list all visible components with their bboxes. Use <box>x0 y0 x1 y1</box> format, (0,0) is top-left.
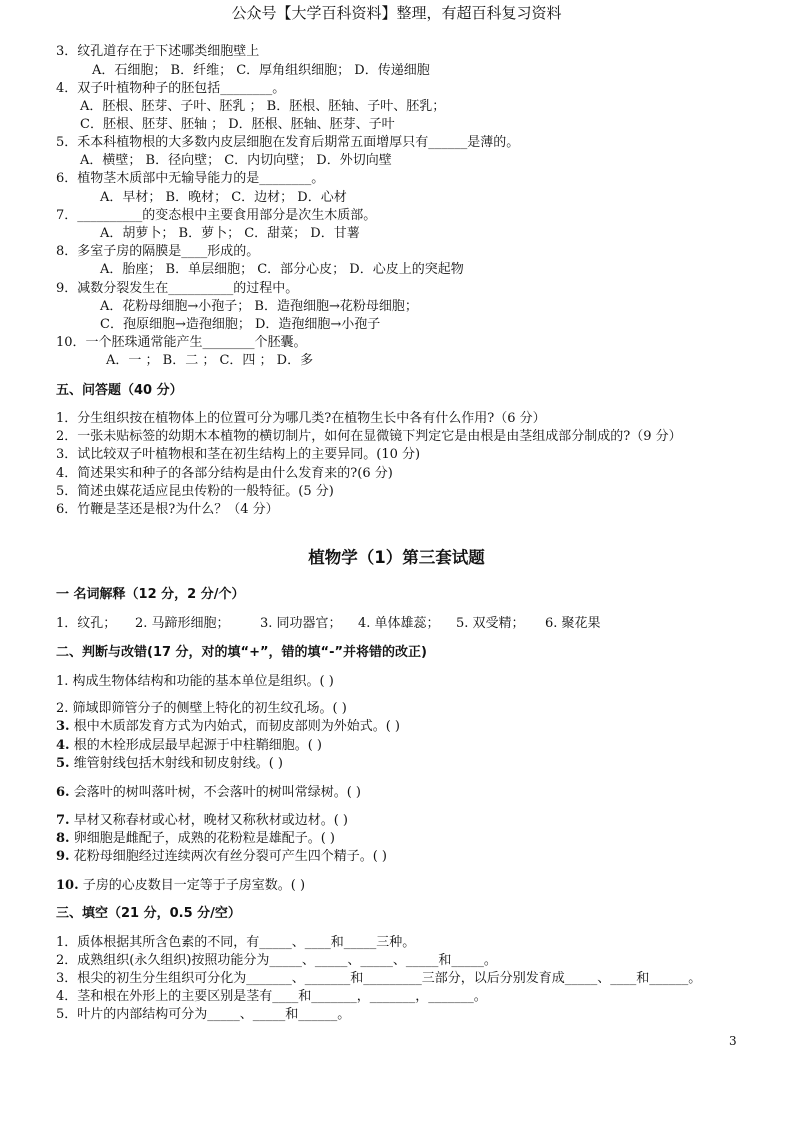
fill-item: 4．茎和根在外形上的主要区别是茎有____和_______，_______，_______。 <box>56 989 487 1004</box>
question-5-stem: 5．禾本科植物根的大多数内皮层细胞在发育后期常五面增厚只有______是薄的。 <box>56 135 520 150</box>
question-3-options: A．石细胞； B．纤维； C．厚角组织细胞； D．传递细胞 <box>92 63 430 78</box>
question-3-stem: 3．纹孔道存在于下述哪类细胞壁上 <box>56 44 260 59</box>
question-10-options: A．一 ； B．二 ； C．四 ； D．多 <box>106 353 314 368</box>
fill-item: 3．根尖的初生分生组织可分化为_______、_______和_________三部分，以后分别发育成_____、____和______。 <box>56 971 702 986</box>
judge-item <box>56 756 283 772</box>
question-7-options: A．胡萝卜； B．萝卜； C．甜菜； D．甘薯 <box>100 226 360 241</box>
judge-number: 4. <box>56 738 70 753</box>
section-fill-title: 三、填空（21 分，0.5 分/空） <box>56 906 241 921</box>
judge-item <box>56 738 322 754</box>
question-4-stem: 4．双子叶植物种子的胚包括________。 <box>56 81 286 96</box>
question-7-stem: 7．__________的变态根中主要食用部分是次生木质部。 <box>56 208 377 223</box>
term-item: 4. 单体雄蕊； <box>358 616 440 631</box>
fill-item: 2．成熟组织(永久组织)按照功能分为_____、_____、_____、_____和_____。 <box>56 953 497 968</box>
judge-text: 根中木质部发育方式为内始式，而韧皮部则为外始式。( ) <box>73 719 400 734</box>
judge-number: 3. <box>56 719 70 734</box>
judge-item <box>56 785 361 801</box>
judge-item <box>56 878 305 894</box>
judge-number: 9. <box>56 849 70 864</box>
judge-item <box>56 719 400 735</box>
qa-item: 2．一张未贴标签的幼期木本植物的横切制片，如何在显微镜下判定它是由根是由茎组成部分制成的?（9 分） <box>56 429 682 444</box>
judge-number: 5. <box>56 756 70 771</box>
qa-item: 1．分生组织按在植物体上的位置可分为哪几类?在植物生长中各有什么作用?（6 分） <box>56 411 546 426</box>
fill-item: 1．质体根据其所含色素的不同，有_____、____和_____三种。 <box>56 935 416 950</box>
question-10-stem: 10．一个胚珠通常能产生________个胚囊。 <box>56 335 307 350</box>
question-8-stem: 8．多室子房的隔膜是____形成的。 <box>56 244 260 259</box>
section-qa-title: 五、问答题（40 分） <box>56 383 183 398</box>
question-6-stem: 6．植物茎木质部中无输导能力的是________。 <box>56 171 325 186</box>
question-9-options-ab: A．花粉母细胞→小孢子； B．造孢细胞→花粉母细胞； <box>100 299 418 314</box>
qa-item: 5．简述虫媒花适应昆虫传粉的一般特征。(5 分) <box>56 484 334 499</box>
page-number: 3 <box>729 1034 737 1048</box>
judge-item <box>56 849 387 865</box>
judge-text: 早材又称春材或心材，晚材又称秋材或边材。( ) <box>73 813 348 828</box>
question-5-options: A．横壁； B．径向壁； C．内切向壁； D．外切向壁 <box>80 153 392 168</box>
fill-item: 5．叶片的内部结构可分为_____、_____和______。 <box>56 1007 351 1022</box>
judge-item <box>56 701 347 717</box>
judge-number: 8. <box>56 831 70 846</box>
qa-item: 3．试比较双子叶植物根和茎在初生结构上的主要异同。(10 分) <box>56 447 421 462</box>
term-item: 2. 马蹄形细胞； <box>135 616 230 631</box>
judge-text: 筛域即筛管分子的侧壁上特化的初生纹孔场。( ) <box>72 701 347 716</box>
judge-number: 1. <box>56 674 69 689</box>
page-header: 公众号【大学百科资料】整理，有超百科复习资料 <box>231 4 562 22</box>
judge-text: 根的木栓形成层最早起源于中柱鞘细胞。( ) <box>73 738 322 753</box>
judge-number: 2. <box>56 701 69 716</box>
question-9-options-cd: C．孢原细胞→造孢细胞； D．造孢细胞→小孢子 <box>100 317 381 332</box>
judge-item <box>56 831 335 847</box>
term-item: 1．纹孔； <box>56 616 117 631</box>
judge-text: 花粉母细胞经过连续两次有丝分裂可产生四个精子。( ) <box>73 849 387 864</box>
term-item: 6. 聚花果 <box>545 616 601 631</box>
section-terms-title: 一 名词解释（12 分，2 分/个） <box>56 587 245 602</box>
question-8-options: A．胎座； B．单层细胞； C．部分心皮； D．心皮上的突起物 <box>100 262 464 277</box>
qa-item: 6．竹鞭是茎还是根?为什么？（4 分） <box>56 502 279 517</box>
judge-text: 构成生物体结构和功能的基本单位是组织。( ) <box>72 674 334 689</box>
question-9-stem: 9．减数分裂发生在__________的过程中。 <box>56 281 299 296</box>
qa-item: 4．简述果实和种子的各部分结构是由什么发育来的?(6 分) <box>56 466 393 481</box>
judge-number: 7. <box>56 813 70 828</box>
question-4-options-cd: C．胚根、胚芽、胚轴 ； D．胚根、胚轴、胚芽、子叶 <box>80 117 395 132</box>
judge-text: 维管射线包括木射线和韧皮射线。( ) <box>73 756 283 771</box>
exam-title: 植物学（1）第三套试题 <box>308 548 485 567</box>
section-judge-title: 二、判断与改错(17 分，对的填“+”，错的填“-”并将错的改正) <box>56 645 427 660</box>
judge-item <box>56 813 348 829</box>
judge-item <box>56 674 334 690</box>
judge-number: 10. <box>56 878 79 893</box>
term-item: 3. 同功器官； <box>260 616 342 631</box>
judge-text: 会落叶的树叫落叶树，不会落叶的树叫常绿树。( ) <box>73 785 361 800</box>
judge-number: 6. <box>56 785 70 800</box>
term-item: 5. 双受精； <box>456 616 525 631</box>
judge-text: 子房的心皮数目一定等于子房室数。( ) <box>82 878 306 893</box>
question-4-options-ab: A．胚根、胚芽、子叶、胚乳 ； B．胚根、胚轴、子叶、胚乳； <box>80 99 446 114</box>
question-6-options: A．早材； B．晚材； C．边材； D．心材 <box>100 190 347 205</box>
judge-text: 卵细胞是雌配子，成熟的花粉粒是雄配子。( ) <box>73 831 335 846</box>
